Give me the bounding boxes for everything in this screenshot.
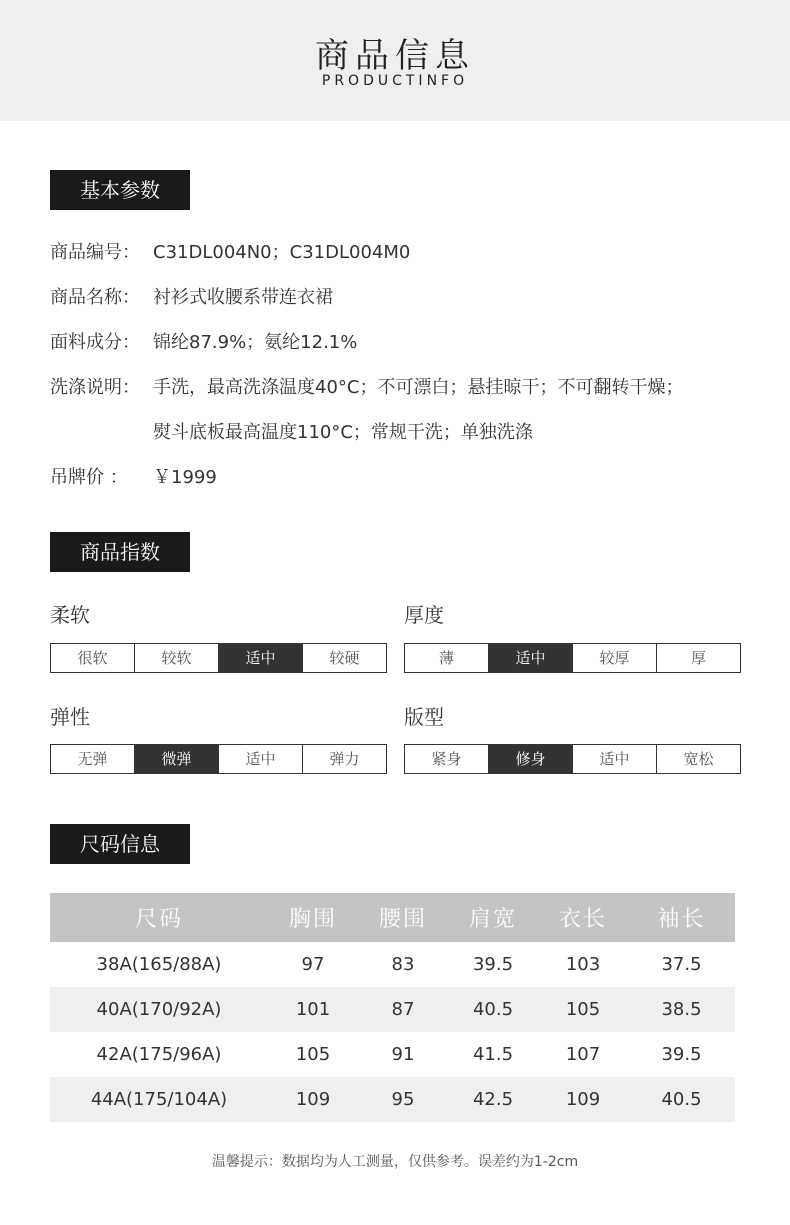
param-row-price	[50, 463, 217, 489]
param-label: 商品编号：	[50, 242, 140, 263]
index-option: 无弹	[51, 745, 135, 773]
table-cell: 42.5	[448, 1077, 538, 1122]
index-option: 适中	[219, 745, 303, 773]
table-cell: 95	[358, 1077, 448, 1122]
table-row	[50, 942, 735, 987]
index-option: 适中	[489, 644, 573, 672]
header-cell: 衣长	[538, 893, 628, 942]
param-value: C31DL004N0；C31DL004M0	[153, 242, 411, 263]
table-cell: 101	[268, 987, 358, 1032]
param-row-sku	[50, 238, 411, 264]
param-value: 衬衫式收腰系带连衣裙	[153, 287, 333, 308]
table-cell: 105	[538, 987, 628, 1032]
index-title-thickness: 厚度	[404, 603, 444, 627]
table-cell: 44A(175/104A)	[50, 1077, 268, 1122]
index-scale-elasticity	[50, 744, 387, 774]
table-cell: 97	[301, 954, 325, 975]
table-row	[50, 1032, 735, 1077]
table-cell: 87	[358, 987, 448, 1032]
table-cell: 39.5	[472, 954, 514, 975]
param-row-name	[50, 283, 333, 309]
section-tag-size: 尺码信息	[50, 824, 190, 864]
table-cell: 39.5	[661, 1044, 702, 1065]
index-scale-softness	[50, 643, 387, 673]
index-title-fit: 版型	[404, 705, 444, 729]
table-row	[50, 987, 735, 1032]
table-cell: 40A(170/92A)	[50, 987, 268, 1032]
index-title-softness: 柔软	[50, 603, 90, 627]
param-row-fabric	[50, 328, 358, 354]
table-cell: 41.5	[472, 1044, 514, 1065]
param-label: 洗涤说明：	[50, 377, 140, 398]
index-scale-thickness	[404, 643, 741, 673]
page-subtitle: PRODUCTINFO	[321, 73, 469, 89]
index-option: 适中	[219, 644, 303, 672]
param-label: 面料成分：	[50, 332, 140, 353]
param-row-washing	[50, 373, 684, 399]
index-option: 微弹	[135, 745, 219, 773]
size-tip: 温馨提示：数据均为人工测量，仅供参考。误差约为1-2cm	[211, 1154, 579, 1170]
table-cell: 38.5	[628, 987, 735, 1032]
table-cell: 91	[391, 1044, 415, 1065]
index-title-elasticity: 弹性	[50, 705, 90, 729]
page-title: 商品信息	[315, 36, 475, 76]
index-option: 薄	[405, 644, 489, 672]
header-cell: 肩宽	[448, 893, 538, 942]
index-option: 厚	[690, 649, 706, 667]
index-option: 较硬	[329, 649, 360, 667]
index-option: 较软	[135, 644, 219, 672]
size-table-header	[50, 893, 735, 942]
param-label: 吊牌价 ：	[50, 467, 128, 488]
param-washing-continued: 熨斗底板最高温度110°C；常规干洗；单独洗涤	[153, 422, 533, 443]
index-option: 较厚	[573, 644, 657, 672]
table-cell: 38A(165/88A)	[96, 954, 222, 975]
section-tag-index: 商品指数	[50, 532, 190, 572]
table-cell: 109	[268, 1077, 358, 1122]
section-tag-basic: 基本参数	[50, 170, 190, 210]
header-cell: 袖长	[628, 893, 735, 942]
param-value: 手洗，最高洗涤温度40°C；不可漂白；悬挂晾干；不可翻转干燥；	[153, 377, 684, 398]
index-option: 紧身	[405, 745, 489, 773]
index-option: 很软	[51, 644, 135, 672]
index-option: 适中	[573, 745, 657, 773]
header-cell: 尺码	[50, 893, 268, 942]
param-label: 商品名称：	[50, 287, 140, 308]
table-cell: 107	[565, 1044, 601, 1065]
page-header	[0, 0, 790, 121]
header-cell: 腰围	[358, 893, 448, 942]
header-cell: 胸围	[268, 893, 358, 942]
table-cell: 103	[565, 954, 601, 975]
index-option: 弹力	[329, 750, 360, 768]
table-cell: 83	[391, 954, 415, 975]
param-value: 锦纶87.9%；氨纶12.1%	[153, 332, 358, 353]
table-cell: 42A(175/96A)	[96, 1044, 222, 1065]
table-cell: 40.5	[448, 987, 538, 1032]
param-value: ￥1999	[153, 467, 217, 488]
index-option: 修身	[489, 745, 573, 773]
index-option: 宽松	[683, 750, 714, 768]
size-table	[50, 893, 735, 1122]
table-cell: 105	[295, 1044, 331, 1065]
table-cell: 40.5	[628, 1077, 735, 1122]
index-scale-fit	[404, 744, 741, 774]
table-cell: 37.5	[661, 954, 702, 975]
table-cell: 109	[538, 1077, 628, 1122]
table-row	[50, 1077, 735, 1122]
